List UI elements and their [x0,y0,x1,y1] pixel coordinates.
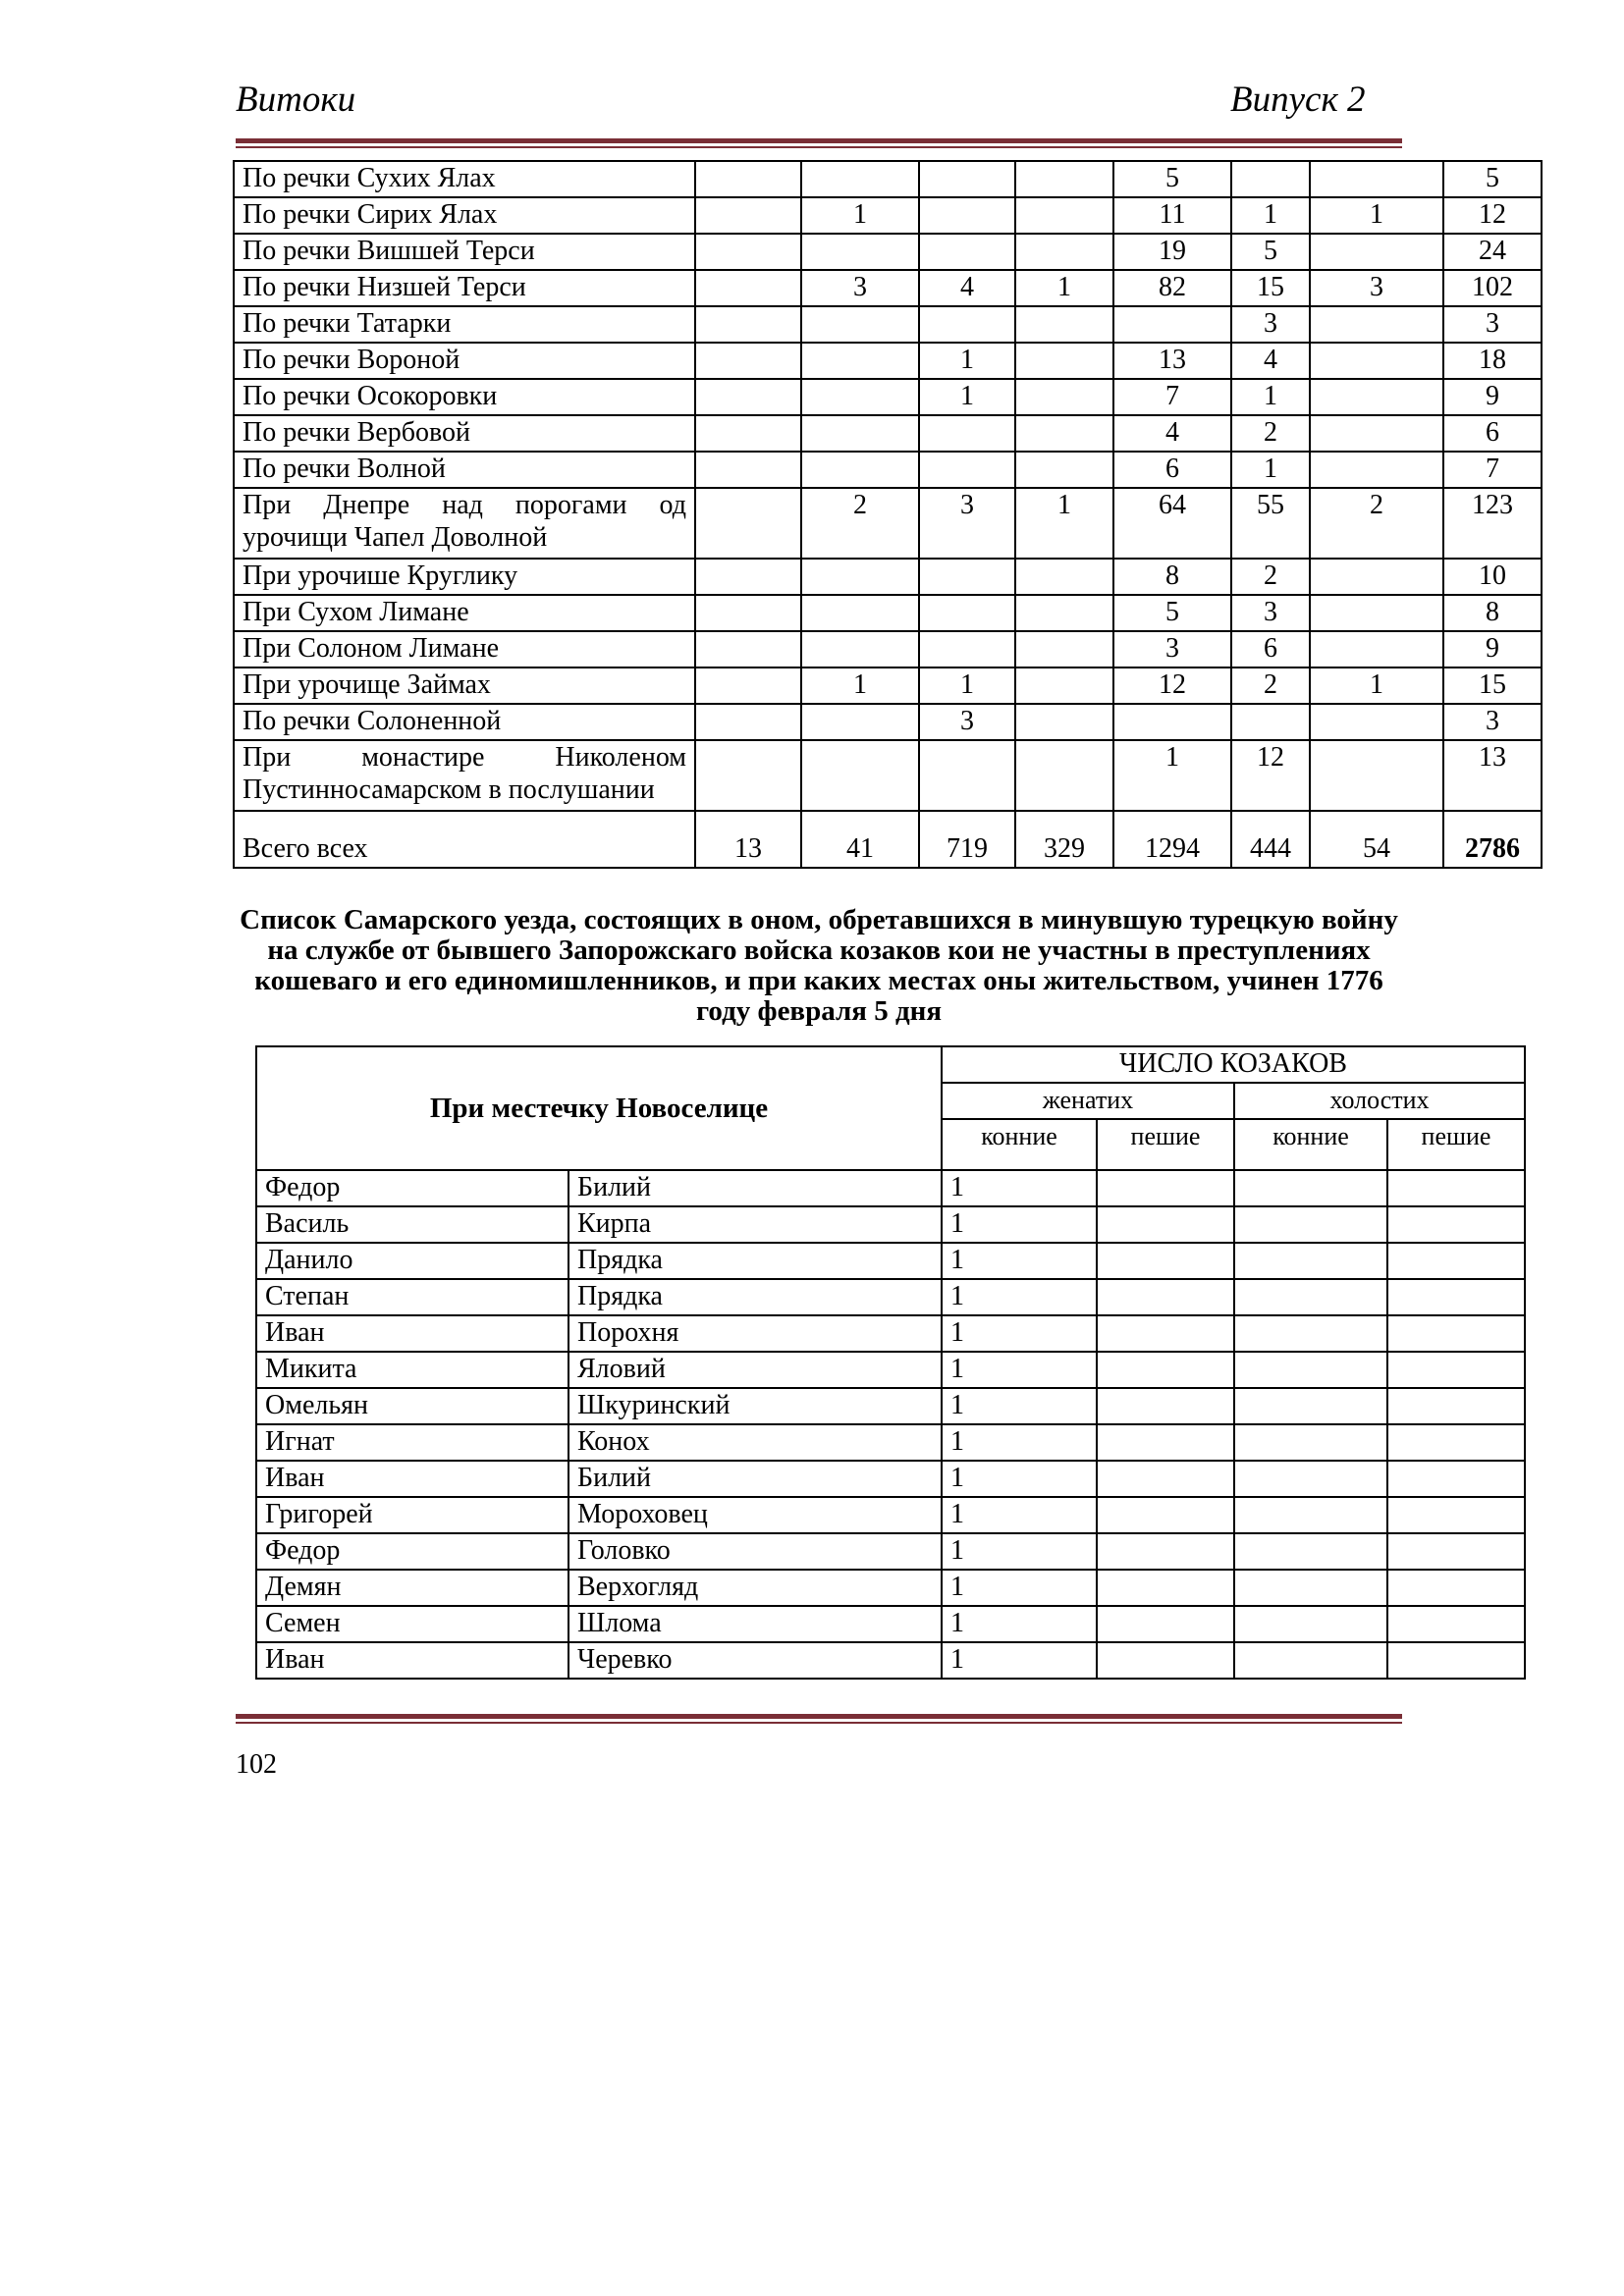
last-name-cell: Конох [568,1424,942,1461]
value-cell: 5 [1113,161,1231,197]
bottom-divider [236,1714,1402,1724]
married-foot-cell [1097,1606,1234,1642]
single-mounted-cell [1234,1497,1387,1533]
value-cell: 2 [801,488,919,559]
value-cell: 82 [1113,270,1231,306]
married-mounted-cell: 1 [942,1206,1097,1243]
value-cell [801,415,919,452]
value-cell [695,197,801,234]
value-cell [919,559,1015,595]
journal-title: Витоки [236,80,356,120]
first-name-cell: Иван [256,1461,568,1497]
table-row [234,559,1542,595]
table-row [234,595,1542,631]
value-cell [1015,197,1113,234]
value-cell: 3 [1443,306,1542,343]
value-cell [695,488,801,559]
single-foot-cell [1387,1642,1525,1679]
value-cell [1015,667,1113,704]
value-cell: 3 [1443,704,1542,740]
value-cell [919,197,1015,234]
value-cell [1310,631,1443,667]
value-cell [801,740,919,811]
list-title: Список Самарского уезда, состоящих в оном, обретавшихся в минувшую турецкую войну на службе от бывшего Запорожскаго войска козаков кои не участны в преступлениях кошеваго и его единомишленников, и при каких местах оны жительством, учинен 1776 году февраля 5 дня [240,904,1398,1027]
value-cell: 4 [1231,343,1310,379]
value-cell: 12 [1113,667,1231,704]
value-cell [919,234,1015,270]
value-cell: 3 [801,270,919,306]
value-cell: 1 [919,667,1015,704]
value-cell: 24 [1443,234,1542,270]
value-cell: 1 [1310,667,1443,704]
value-cell: 64 [1113,488,1231,559]
married-foot-cell [1097,1642,1234,1679]
value-cell [1310,161,1443,197]
table-row [234,452,1542,488]
single-foot-cell [1387,1533,1525,1570]
total-value-cell: 41 [801,811,919,868]
table-row [234,631,1542,667]
value-cell [919,415,1015,452]
value-cell: 4 [1113,415,1231,452]
value-cell: 2 [1231,415,1310,452]
value-cell [919,306,1015,343]
value-cell [801,343,919,379]
single-foot-cell [1387,1570,1525,1606]
last-name-cell: Верхогляд [568,1570,942,1606]
place-cell: При урочише Круглику [234,559,695,595]
married-foot-cell [1097,1424,1234,1461]
value-cell [1015,740,1113,811]
value-cell: 3 [1231,595,1310,631]
single-mounted-cell [1234,1388,1387,1424]
value-cell [695,704,801,740]
table-row [234,161,1542,197]
last-name-cell: Яловий [568,1352,942,1388]
married-foot-cell [1097,1497,1234,1533]
value-cell [919,161,1015,197]
table-row [234,197,1542,234]
place-cell: По речки Солоненной [234,704,695,740]
value-cell [695,234,801,270]
first-name-cell: Федор [256,1533,568,1570]
table-row [234,740,1542,811]
place-cell: По речки Волной [234,452,695,488]
value-cell [1310,704,1443,740]
count-header: ЧИСЛО КОЗАКОВ [942,1046,1525,1083]
value-cell [1310,343,1443,379]
value-cell: 9 [1443,379,1542,415]
married-foot-cell [1097,1279,1234,1315]
table-row [256,1388,1525,1424]
married-foot-cell [1097,1533,1234,1570]
single-mounted-cell [1234,1461,1387,1497]
page-number: 102 [236,1749,277,1780]
value-cell [919,452,1015,488]
place-cell: При монастире Николеном Пустинносамарском в послушании [234,740,695,811]
married-foot-cell [1097,1315,1234,1352]
single-header: холостих [1234,1083,1525,1119]
single-mounted-cell [1234,1279,1387,1315]
value-cell: 6 [1443,415,1542,452]
value-cell [1310,234,1443,270]
single-foot-cell [1387,1315,1525,1352]
cossacks-table [255,1045,1526,1680]
married-mounted-cell: 1 [942,1352,1097,1388]
table-row [256,1606,1525,1642]
table-row [234,704,1542,740]
single-mounted-cell [1234,1206,1387,1243]
married-header: женатих [942,1083,1234,1119]
value-cell: 2 [1231,559,1310,595]
married-mounted-cell: 1 [942,1533,1097,1570]
place-cell: По речки Низшей Терси [234,270,695,306]
last-name-cell: Шкуринский [568,1388,942,1424]
table-row [256,1170,1525,1206]
first-name-cell: Игнат [256,1424,568,1461]
value-cell [695,161,801,197]
married-foot-cell [1097,1352,1234,1388]
value-cell [1310,595,1443,631]
value-cell: 15 [1443,667,1542,704]
single-mounted-cell [1234,1352,1387,1388]
value-cell: 4 [919,270,1015,306]
value-cell [695,631,801,667]
table-row [234,270,1542,306]
table-row [256,1243,1525,1279]
single-foot-cell [1387,1170,1525,1206]
single-foot-cell [1387,1606,1525,1642]
value-cell: 8 [1113,559,1231,595]
place-cell: По речки Сирих Ялах [234,197,695,234]
value-cell [695,595,801,631]
value-cell [1310,415,1443,452]
value-cell: 7 [1113,379,1231,415]
table-row [256,1461,1525,1497]
first-name-cell: Григорей [256,1497,568,1533]
single-foot-cell [1387,1388,1525,1424]
value-cell: 3 [919,488,1015,559]
value-cell: 3 [1113,631,1231,667]
single-foot-cell [1387,1243,1525,1279]
total-value-cell: 444 [1231,811,1310,868]
single-mounted-cell [1234,1642,1387,1679]
value-cell: 2 [1310,488,1443,559]
value-cell [1231,161,1310,197]
issue-label: Випуск 2 [1230,80,1366,120]
place-cell: При Солоном Лимане [234,631,695,667]
value-cell: 1 [1231,452,1310,488]
single-foot-cell [1387,1461,1525,1497]
single-foot-cell [1387,1279,1525,1315]
value-cell [1015,704,1113,740]
total-value-cell: 329 [1015,811,1113,868]
value-cell: 5 [1443,161,1542,197]
value-cell [695,559,801,595]
married-mounted-cell: 1 [942,1424,1097,1461]
total-value-cell: 54 [1310,811,1443,868]
last-name-cell: Билий [568,1170,942,1206]
place-cell: По речки Вербовой [234,415,695,452]
table-row [234,306,1542,343]
value-cell: 3 [1310,270,1443,306]
value-cell [1015,415,1113,452]
total-value-cell: 1294 [1113,811,1231,868]
married-mounted-cell: 1 [942,1461,1097,1497]
single-mounted-cell [1234,1170,1387,1206]
married-mounted-cell: 1 [942,1170,1097,1206]
total-value-cell: 13 [695,811,801,868]
value-cell [695,452,801,488]
married-foot-cell [1097,1388,1234,1424]
place-cell: При Днепре над порогами од урочищи Чапел Доволной [234,488,695,559]
first-name-cell: Данило [256,1243,568,1279]
total-value-cell: 719 [919,811,1015,868]
value-cell [919,740,1015,811]
value-cell [801,559,919,595]
value-cell: 15 [1231,270,1310,306]
value-cell: 13 [1113,343,1231,379]
value-cell: 55 [1231,488,1310,559]
table-row [256,1424,1525,1461]
single-mounted-cell [1234,1533,1387,1570]
value-cell: 102 [1443,270,1542,306]
table-row [256,1533,1525,1570]
value-cell: 1 [801,197,919,234]
value-cell [1113,306,1231,343]
married-mounted-cell: 1 [942,1642,1097,1679]
place-cell: По речки Вишшей Терси [234,234,695,270]
married-mounted-cell: 1 [942,1315,1097,1352]
value-cell: 1 [1310,197,1443,234]
first-name-cell: Микита [256,1352,568,1388]
value-cell [695,343,801,379]
value-cell [801,306,919,343]
value-cell: 7 [1443,452,1542,488]
married-foot-cell [1097,1570,1234,1606]
value-cell [695,379,801,415]
value-cell [695,740,801,811]
value-cell [1015,595,1113,631]
value-cell: 6 [1231,631,1310,667]
place-cell: По речки Татарки [234,306,695,343]
value-cell [1015,343,1113,379]
place-cell: По речки Вороной [234,343,695,379]
first-name-cell: Омельян [256,1388,568,1424]
place-cell: При урочище Займах [234,667,695,704]
married-foot-cell [1097,1461,1234,1497]
single-foot-cell [1387,1497,1525,1533]
married-mounted-cell: 1 [942,1570,1097,1606]
first-name-cell: Василь [256,1206,568,1243]
table-row [234,415,1542,452]
table-row [256,1642,1525,1679]
single-mounted-cell [1234,1570,1387,1606]
married-mounted-cell: 1 [942,1279,1097,1315]
single-mounted-cell [1234,1315,1387,1352]
table-row [256,1570,1525,1606]
first-name-cell: Федор [256,1170,568,1206]
place-header: При местечку Новоселице [256,1046,942,1170]
married-foot-cell [1097,1206,1234,1243]
value-cell: 123 [1443,488,1542,559]
first-name-cell: Иван [256,1315,568,1352]
value-cell: 3 [1231,306,1310,343]
value-cell: 10 [1443,559,1542,595]
value-cell: 18 [1443,343,1542,379]
married-mounted-cell: 1 [942,1243,1097,1279]
value-cell [1015,234,1113,270]
table-row [234,488,1542,559]
value-cell: 1 [1113,740,1231,811]
first-name-cell: Иван [256,1642,568,1679]
foot-header: пешие [1097,1119,1234,1170]
single-mounted-cell [1234,1606,1387,1642]
first-name-cell: Семен [256,1606,568,1642]
value-cell [695,306,801,343]
value-cell [1015,631,1113,667]
mounted-header: конние [942,1119,1097,1170]
value-cell [801,704,919,740]
first-name-cell: Степан [256,1279,568,1315]
value-cell [1015,306,1113,343]
value-cell: 5 [1231,234,1310,270]
table-row [234,379,1542,415]
value-cell [1310,559,1443,595]
single-mounted-cell [1234,1243,1387,1279]
value-cell: 1 [801,667,919,704]
foot-header: пешие [1387,1119,1525,1170]
table-row [256,1352,1525,1388]
married-mounted-cell: 1 [942,1497,1097,1533]
value-cell: 13 [1443,740,1542,811]
value-cell [801,631,919,667]
single-mounted-cell [1234,1424,1387,1461]
value-cell [1113,704,1231,740]
table-row [256,1206,1525,1243]
value-cell: 1 [1231,379,1310,415]
married-foot-cell [1097,1243,1234,1279]
table-row [234,234,1542,270]
value-cell [1015,161,1113,197]
total-label: Всего всех [234,811,695,868]
last-name-cell: Кирпа [568,1206,942,1243]
single-foot-cell [1387,1352,1525,1388]
last-name-cell: Мороховец [568,1497,942,1533]
value-cell [919,595,1015,631]
last-name-cell: Билий [568,1461,942,1497]
value-cell [695,415,801,452]
value-cell: 1 [919,379,1015,415]
top-divider [236,138,1402,148]
value-cell: 12 [1443,197,1542,234]
value-cell [695,667,801,704]
value-cell [1310,452,1443,488]
value-cell [695,270,801,306]
value-cell: 6 [1113,452,1231,488]
value-cell: 5 [1113,595,1231,631]
value-cell: 9 [1443,631,1542,667]
value-cell [1015,379,1113,415]
married-foot-cell [1097,1170,1234,1206]
single-foot-cell [1387,1206,1525,1243]
table-row [256,1315,1525,1352]
first-name-cell: Демян [256,1570,568,1606]
value-cell [801,379,919,415]
last-name-cell: Порохня [568,1315,942,1352]
table-row [256,1497,1525,1533]
married-mounted-cell: 1 [942,1388,1097,1424]
last-name-cell: Шлома [568,1606,942,1642]
value-cell: 8 [1443,595,1542,631]
value-cell: 1 [1015,488,1113,559]
mounted-header: конние [1234,1119,1387,1170]
value-cell: 1 [1231,197,1310,234]
value-cell: 1 [919,343,1015,379]
value-cell: 2 [1231,667,1310,704]
last-name-cell: Прядка [568,1279,942,1315]
value-cell: 1 [1015,270,1113,306]
value-cell [1310,306,1443,343]
value-cell [1015,559,1113,595]
place-cell: По речки Сухих Ялах [234,161,695,197]
settlements-table [233,160,1543,869]
last-name-cell: Черевко [568,1642,942,1679]
total-row [234,811,1542,868]
table-row [234,343,1542,379]
married-mounted-cell: 1 [942,1606,1097,1642]
value-cell [801,595,919,631]
total-value-cell: 2786 [1443,811,1542,868]
single-foot-cell [1387,1424,1525,1461]
last-name-cell: Прядка [568,1243,942,1279]
value-cell [1015,452,1113,488]
value-cell [1310,740,1443,811]
place-cell: По речки Осокоровки [234,379,695,415]
table-row [256,1279,1525,1315]
place-cell: При Сухом Лимане [234,595,695,631]
value-cell: 11 [1113,197,1231,234]
value-cell [1231,704,1310,740]
value-cell [801,234,919,270]
value-cell: 3 [919,704,1015,740]
value-cell [919,631,1015,667]
value-cell [801,452,919,488]
value-cell: 19 [1113,234,1231,270]
last-name-cell: Головко [568,1533,942,1570]
value-cell: 12 [1231,740,1310,811]
table-row [234,667,1542,704]
value-cell [1310,379,1443,415]
value-cell [801,161,919,197]
